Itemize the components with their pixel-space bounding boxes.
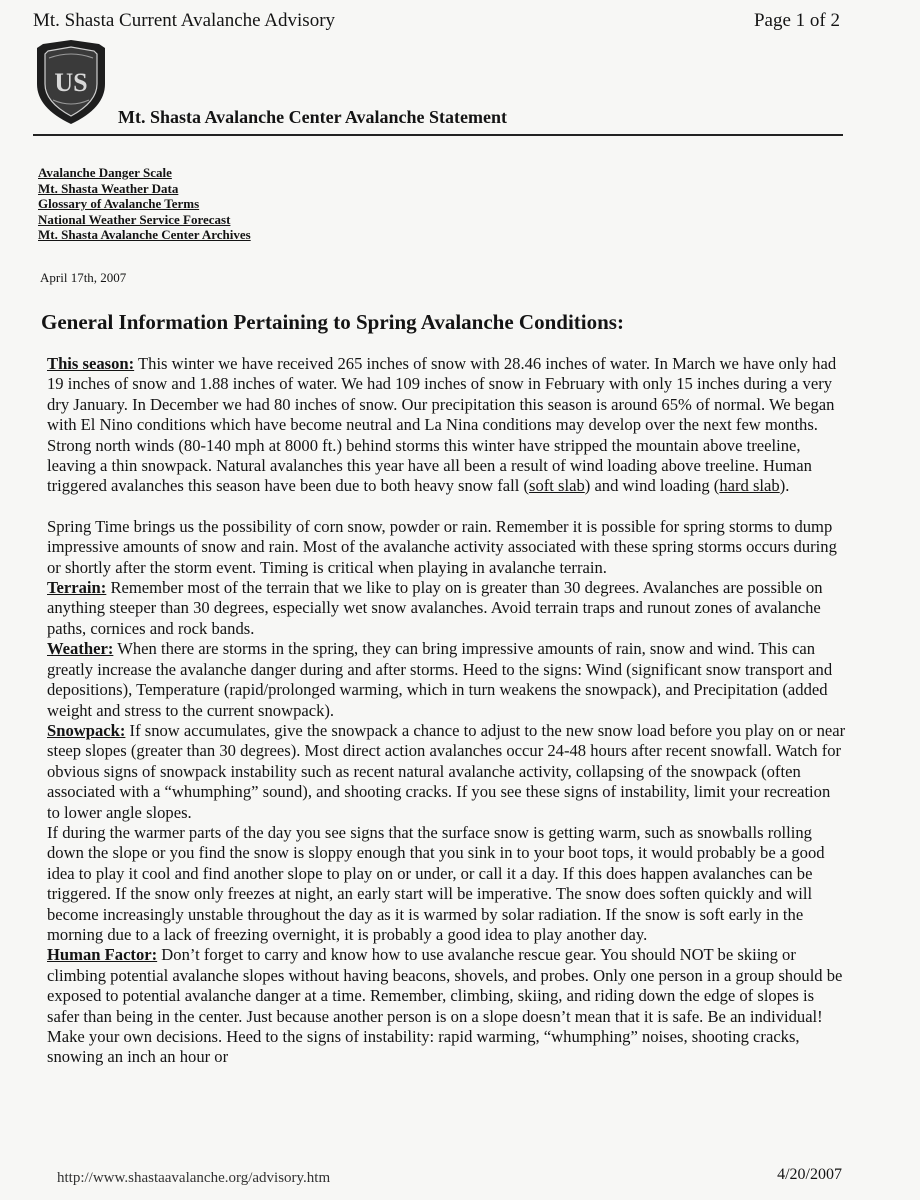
link-avalanche-danger-scale[interactable]: Avalanche Danger Scale bbox=[38, 165, 172, 180]
terrain-paragraph bbox=[47, 578, 847, 639]
weather-label: Weather: bbox=[47, 639, 114, 659]
human-factor-text: Don’t forget to carry and know how to use avalanche rescue gear. You should NOT be skiing or climbing potential avalanche slopes without having beacons, shovels, and probes. Only one person in a group should be exposed to potential avalanche danger at a time. Remember, climbing, skiing, and riding down the edge of slopes is safer than being in the center. Just because another person is on a slope doesn’t mean that it is safe. Be an individual! Make your own decisions. Heed to the signs of instability: rapid warming, “whumphing” noises, shooting cracks, snowing an inch an hour or bbox=[47, 945, 843, 1067]
logo-text: US bbox=[54, 68, 88, 97]
season-paragraph bbox=[47, 354, 847, 497]
soft-slab-link[interactable]: soft slab bbox=[528, 476, 585, 496]
season-text: This winter we have received 265 inches of snow with 28.46 inches of water. In March we have only had 19 inches of snow and 1.88 inches of water. We had 109 inches of snow in February with only 15 inches during a very dry January. In December we had 80 inches of snow. Our precipitation this season is around 65% of normal. We began with El Nino conditions which have become neutral and La Nina conditions may develop over the next few months. Strong north winds (80-140 mph at 8000 ft.) behind storms this winter have stripped the mountain above treeline, leaving a thin snowpack. Natural avalanches this year have all been a result of wind loading above treeline. Human triggered avalanches this season have been due to both heavy snow fall ( bbox=[47, 354, 837, 496]
warming-paragraph: If during the warmer parts of the day you see signs that the surface snow is getting warm, such as snowballs rolling down the slope or you find the snow is sloppy enough that you sink in to your boot tops, it would probably be a good idea to play it cool and find another slope to play on or under, or call it a day. If this does happen avalanches can be triggered. If the snow only freezes at night, an early start will be imperative. The snow does soften quickly and will become increasingly unstable throughout the day as it is warmed by solar radiation. If the snow is soft early in the morning due to a lack of freezing overnight, it is probably a good idea to play another day. bbox=[47, 822, 825, 944]
link-glossary[interactable]: Glossary of Avalanche Terms bbox=[38, 196, 200, 211]
terrain-label: Terrain: bbox=[47, 578, 107, 598]
link-archives[interactable]: Mt. Shasta Avalanche Center Archives bbox=[38, 227, 251, 242]
divider bbox=[33, 134, 843, 136]
hard-slab-link[interactable]: hard slab bbox=[719, 476, 780, 496]
advisory-date: April 17th, 2007 bbox=[40, 270, 127, 285]
resource-links bbox=[38, 165, 251, 243]
page-title: General Information Pertaining to Spring Avalanche Conditions: bbox=[41, 310, 624, 334]
snowpack-text: If snow accumulates, give the snowpack a chance to adjust to the new snow load before you play on or near steep slopes (greater than 30 degrees). Most direct action avalanches occur 24-48 hours after recent snowfall. Watch for obvious signs of snowpack instability such as recent natural avalanche activity, collapsing of the snowpack (often associated with a “whumphing” sound), and shooting cracks. If you see these signs of instability, limit your recreation to lower angle slopes. bbox=[47, 720, 846, 822]
link-nws-forecast[interactable]: National Weather Service Forecast bbox=[38, 211, 231, 227]
page-number: Page 1 of 2 bbox=[753, 10, 840, 31]
footer-date: 4/20/2007 bbox=[777, 1166, 842, 1183]
weather-paragraph bbox=[47, 639, 847, 721]
human-factor-label: Human Factor: bbox=[47, 945, 158, 965]
terrain-text: Remember most of the terrain that we like to play on is greater than 30 degrees. Avalanches are possible on anything steeper than 30 degrees, especially wet snow avalanches. Avoid terrain traps and runout zones of avalanche paths, cornices and rock bands. bbox=[47, 578, 823, 638]
forest-service-shield-icon bbox=[33, 38, 109, 126]
snowpack-label: Snowpack: bbox=[47, 720, 126, 740]
season-label: This season: bbox=[47, 354, 135, 373]
season-text-3: ). bbox=[779, 476, 790, 496]
header-title: Mt. Shasta Current Avalanche Advisory bbox=[33, 10, 336, 31]
human-factor-paragraph bbox=[47, 945, 847, 1067]
footer-url: http://www.shastaavalanche.org/advisory.htm bbox=[57, 1170, 331, 1186]
link-weather-data[interactable]: Mt. Shasta Weather Data bbox=[38, 180, 179, 196]
weather-text: When there are storms in the spring, they can bring impressive amounts of rain, snow and wind. This can greatly increase the avalanche danger during and after storms. Heed to the signs: Wind (significant snow transport and depositions), Temperature (rapid/prolonged warming, which in turn weakens the snowpack), and Precipitation (added weight and stress to the current snowpack). bbox=[47, 639, 833, 720]
advisory-body bbox=[47, 354, 847, 1068]
spring-paragraph: Spring Time brings us the possibility of corn snow, powder or rain. Remember it is possible for spring storms to dump impressive amounts of snow and rain. Most of the avalanche activity associated with these spring storms occurs during or shortly after the storm event. Timing is critical when playing in avalanche terrain. bbox=[47, 516, 837, 577]
snowpack-paragraph bbox=[47, 721, 847, 823]
statement-title: Mt. Shasta Avalanche Center Avalanche Statement bbox=[118, 107, 507, 127]
season-text-2: ) and wind loading ( bbox=[584, 476, 720, 496]
